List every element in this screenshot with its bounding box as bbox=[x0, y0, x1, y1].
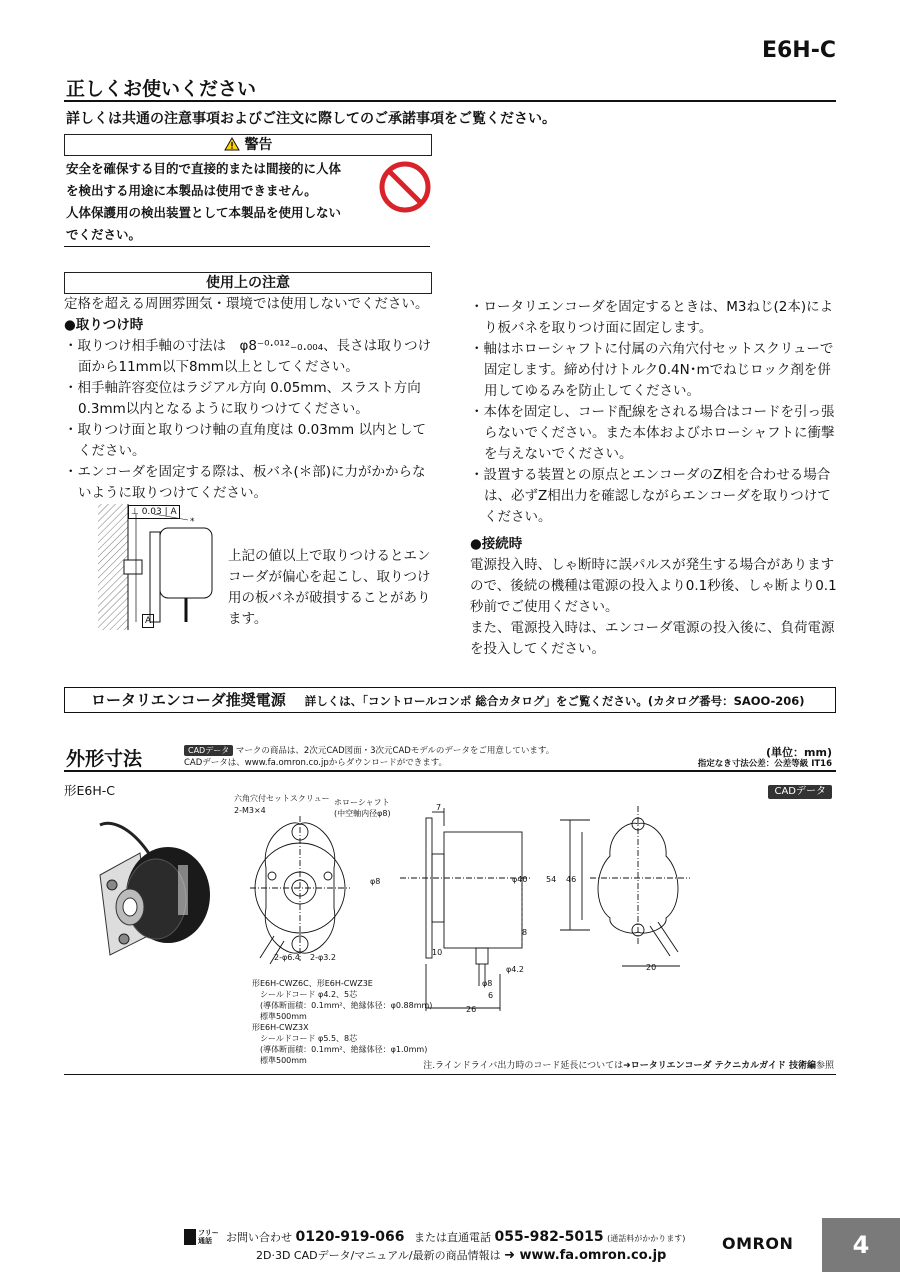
warning-text bbox=[66, 158, 376, 246]
cad-line1: マークの商品は、2次元CAD図面・3次元CADモデルのデータをご用意しています。 bbox=[235, 746, 555, 756]
dims-title-rule bbox=[64, 770, 836, 772]
footnote-link[interactable]: ➜ロータリエンコーダ テクニカルガイド 技術編 bbox=[623, 1061, 816, 1071]
mount-item: ・エンコーダを固定する際は、板バネ(＊部)に力がかからないように取りつけてください。 bbox=[64, 464, 426, 501]
warning-triangle-icon bbox=[224, 137, 240, 157]
footer-info: 2D·3D CADデータ/マニュアル/最新の商品情報は bbox=[256, 1249, 501, 1262]
label-d40: φ40 bbox=[512, 875, 528, 884]
mount-item: ・取りつけ面と取りつけ軸の直角度は 0.03mm 以内としてください。 bbox=[64, 422, 426, 459]
mounting-figure bbox=[96, 502, 216, 636]
tolerance-label: 指定なき寸法公差：公差等級 IT16 bbox=[697, 759, 832, 769]
cable-notes bbox=[252, 978, 432, 1066]
connect-heading: ●接続時 bbox=[470, 536, 523, 552]
label-holes2: 2-φ3.2 bbox=[310, 953, 336, 962]
label-d10: 10 bbox=[432, 948, 443, 957]
dims-title: 外形寸法 bbox=[66, 748, 143, 770]
precautions-intro: 詳しくは共通の注意事項およびご注文に際してのご承諾事項をご覧ください。 bbox=[66, 111, 556, 127]
cable-note: シールドコード φ4.2、5芯 bbox=[260, 990, 358, 999]
free-dial-icon bbox=[184, 1229, 222, 1245]
label-d8b: φ8 bbox=[482, 979, 493, 988]
figure-tol: ⊥ 0.03 | A bbox=[128, 505, 180, 519]
label-d7: 7 bbox=[436, 803, 442, 812]
warning-header bbox=[64, 134, 432, 156]
label-hollow: ホローシャフト bbox=[334, 798, 390, 807]
label-holes1: 2-φ6.4 bbox=[274, 953, 300, 962]
left-column bbox=[64, 294, 434, 504]
dims-bottom-rule bbox=[64, 1074, 836, 1075]
right-item: ・本体を固定し、コード配線をされる場合はコードを引っ張らないでください。また本体およびホローシャフトに衝撃を与えないでください。 bbox=[470, 404, 835, 462]
right-item: ・軸はホローシャフトに付属の六角穴付セットスクリューで固定します。締め付けトルク0.4N･mでねじロック剤を併用してゆるみを防止してください。 bbox=[470, 341, 834, 399]
omron-logo: OMRON bbox=[722, 1234, 794, 1253]
cable-note: 標準500mm bbox=[260, 1012, 307, 1021]
cad-info bbox=[184, 745, 554, 769]
label-screw: 六角穴付セットスクリュー bbox=[234, 794, 330, 803]
label-screw2: 2-M3×4 bbox=[234, 806, 266, 815]
mount-item: ・取りつけ相手軸の寸法は φ8⁻⁰·⁰¹²₋₀.₀₀₄、長さは取りつけ面から11mm以下8mm以上としてください。 bbox=[64, 338, 432, 375]
footer-contact-line bbox=[226, 1229, 685, 1245]
mount-heading: ●取りつけ時 bbox=[64, 317, 144, 333]
label-hollow2: (中空軸内径φ8) bbox=[334, 809, 391, 818]
header-model: E6H-C bbox=[761, 38, 836, 63]
footer-info-line bbox=[256, 1247, 666, 1263]
footer-charge: (通話料がかかります) bbox=[607, 1234, 686, 1243]
warning-rule bbox=[64, 246, 430, 247]
footnote bbox=[423, 1058, 834, 1071]
page-number-box bbox=[822, 1218, 900, 1272]
product-photo bbox=[80, 815, 220, 979]
label-d54: 54 bbox=[546, 875, 557, 884]
footnote-pre: 注.ラインドライバ出力時のコード延長については bbox=[423, 1061, 624, 1071]
warning-line: を検出する用途に本製品は使用できません。 bbox=[66, 183, 317, 198]
label-d42: φ4.2 bbox=[506, 965, 524, 974]
right-item: ・ロータリエンコーダを固定するときは、M3ねじ(2本)により板バネを取りつけ面に固定します。 bbox=[470, 299, 834, 336]
cable-note: 標準500mm bbox=[260, 1056, 307, 1065]
cable-note: シールドコード φ5.5、8芯 bbox=[260, 1034, 358, 1043]
cable-note: (導体断面積：0.1mm²、絶縁体径：φ1.0mm) bbox=[260, 1045, 428, 1054]
warning-line: 安全を確保する目的で直接的または間接的に人体 bbox=[66, 161, 342, 176]
footer-contact: お問い合わせ bbox=[226, 1231, 292, 1244]
free-dial-label: フリー通話 bbox=[198, 1229, 219, 1245]
power-box bbox=[64, 687, 836, 713]
cable-note: 形E6H-CWZ3X bbox=[252, 1023, 309, 1032]
cad-tag[interactable]: CADデータ bbox=[768, 785, 832, 799]
unit-label: (単位：mm) bbox=[766, 746, 832, 759]
figure-ref-bottom: A bbox=[142, 614, 154, 628]
power-title: ロータリエンコーダ推奨電源 bbox=[91, 691, 286, 709]
mount-item: ・相手軸許容変位はラジアル方向 0.05mm、スラスト方向0.3mm以内となるように取りつけてください。 bbox=[64, 380, 421, 417]
connect-text: 電源投入時、しゃ断時に誤パルスが発生する場合がありますので、後続の機種は電源の投入より0.1秒後、しゃ断より0.1秒前でご使用ください。 bbox=[470, 557, 837, 615]
figure-ref: A bbox=[170, 507, 177, 517]
warning-line: でください。 bbox=[66, 227, 142, 242]
title-rule bbox=[64, 100, 836, 102]
figure-star: * bbox=[190, 517, 195, 527]
model-label: 形E6H-C bbox=[64, 783, 115, 798]
label-d46: 46 bbox=[566, 875, 577, 884]
label-d8: 8 bbox=[522, 928, 528, 937]
right-item: ・設置する装置との原点とエンコーダのZ相を合わせる場合は、必ずZ相出力を確認しながらエンコーダを取りつけてください。 bbox=[470, 467, 831, 525]
cad-badge: CADデータ bbox=[184, 745, 233, 756]
label-d20: 20 bbox=[646, 963, 657, 972]
warning-line: 人体保護用の検出装置として本製品を使用しない bbox=[66, 205, 342, 220]
footer-direct: または直通電話 bbox=[414, 1231, 492, 1244]
page-number: 4 bbox=[852, 1231, 870, 1259]
figure-note: 上記の値以上で取りつけるとエンコーダが偏心を起こし、取りつけ用の板バネが破損することがあります。 bbox=[228, 548, 431, 627]
label-shaft: φ8 bbox=[370, 877, 381, 886]
footer-tel[interactable]: 0120-919-066 bbox=[295, 1229, 405, 1245]
cable-note: (導体断面積：0.1mm²、絶縁体径：φ0.88mm) bbox=[260, 1001, 433, 1010]
connect-text2: また、電源投入時は、エンコーダ電源の投入後に、負荷電源を投入してください。 bbox=[470, 620, 835, 657]
usage-header: 使用上の注意 bbox=[64, 272, 432, 294]
footer-tel2[interactable]: 055-982-5015 bbox=[494, 1229, 604, 1245]
footer-url[interactable]: ➜ www.fa.omron.co.jp bbox=[504, 1248, 667, 1263]
label-d6: 6 bbox=[488, 991, 494, 1000]
right-column bbox=[470, 297, 838, 660]
prohibition-icon bbox=[378, 160, 432, 218]
footnote-post: 参照 bbox=[815, 1061, 834, 1071]
cad-line2: CADデータは、www.fa.omron.co.jpからダウンロードができます。 bbox=[184, 758, 448, 768]
usage-intro: 定格を超える周囲雰囲気・環境では使用しないでください。 bbox=[64, 296, 429, 312]
cable-note: 形E6H-CWZ6C、形E6H-CWZ3E bbox=[252, 979, 373, 988]
label-d26: 26 bbox=[466, 1005, 477, 1014]
precautions-title: 正しくお使いください bbox=[66, 78, 257, 100]
warning-title: 警告 bbox=[244, 137, 273, 153]
power-note: 詳しくは、「コントロールコンポ 総合カタログ」をご覧ください。(カタログ番号：SAOO-206) bbox=[304, 694, 805, 708]
figure-tol-value: 0.03 bbox=[141, 507, 162, 517]
